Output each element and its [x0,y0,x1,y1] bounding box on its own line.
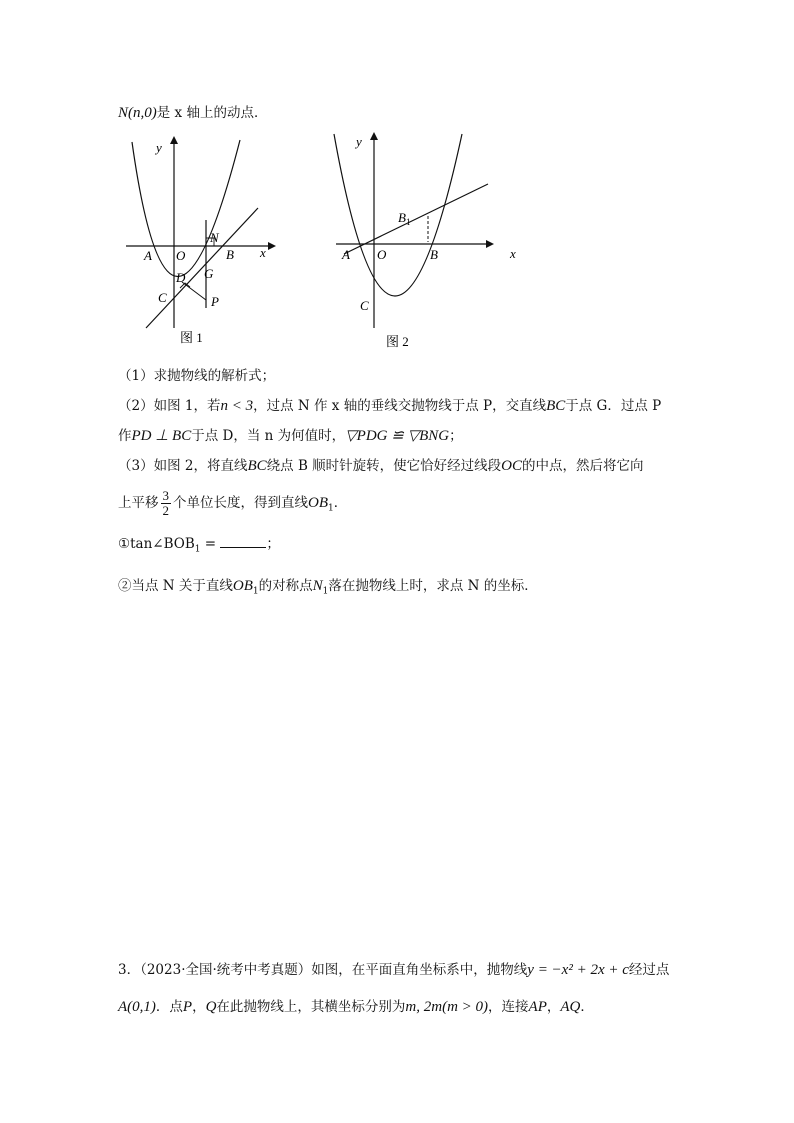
p3-sep: ， [192,999,206,1015]
sub2-line-ob1: OB [232,578,253,594]
fig2-label-a: A [342,247,350,262]
fig1-y-arrow [170,136,178,144]
sub2-point-n1: N [312,578,323,594]
sub1-tan: ①tan∠BOB [118,536,195,552]
fig1-label-a: A [144,248,152,263]
q2-condition: n < 3 [220,398,254,414]
p3-equation: y = −x² + 2x + c [527,962,629,978]
sub1-equals: = [200,536,221,552]
sub2-ob1-subscript: 1 [252,586,259,597]
figure-1 [118,132,286,348]
sub2-n1-subscript: 1 [322,586,329,597]
fig2-label-y: y [356,134,362,149]
q2-text-a: （2）如图 1，若 [118,398,221,414]
q3-text-a: （3）如图 2，将直线 [118,458,248,474]
fig2-label-c: C [360,298,369,313]
q3-text-f: ． [333,495,348,511]
p3-segment-ap: AP [528,999,547,1015]
q2-perpendicular: PD ⊥ BC [131,428,192,444]
p3-text-e: ，连接 [488,999,529,1015]
fig1-x-arrow [268,242,276,250]
fig1-label-b: B [226,247,234,262]
q3-text-d: 上平移 [118,495,159,511]
q2-text-f: ； [449,428,463,444]
sub1-subscript: 1 [194,544,201,555]
p3-text-f: ． [580,999,594,1015]
answer-blank[interactable] [220,535,266,548]
fig2-y-arrow [370,132,378,140]
fig2-caption: 图 2 [386,334,409,349]
fig1-caption: 图 1 [180,330,203,345]
sub2-text-b: 的对称点 [258,578,313,594]
sub2-text-c: 落在抛物线上时，求点 N 的坐标． [328,578,538,594]
p3-point-q: Q [205,999,217,1015]
p3-text-b: 经过点 [628,962,670,978]
sub2-text-a: ②当点 N 关于直线 [118,578,233,594]
fig2-label-b1: $B_1$ [398,210,411,227]
p3-m-values: m, 2m(m > 0) [405,999,489,1015]
q2-text-b: ，过点 N 作 x 轴的垂线交抛物线于点 P，交直线 [253,398,547,414]
question-3-line-1 [118,456,644,476]
fig1-label-y: y [156,140,162,155]
intro-text: 是 x 轴上的动点． [156,105,268,121]
p3-text-c: ．点 [155,999,183,1015]
q3-line-ob1: OB [308,495,328,511]
q3-text-b: 绕点 B 顺时针旋转，使它恰好经过线段 [266,458,502,474]
problem-3-line-1 [118,960,669,980]
q3-segment-oc: OC [501,458,523,474]
fraction-three-halves [161,489,172,518]
p3-segment-aq: AQ [560,999,581,1015]
fig1-label-x: x [260,245,266,260]
fig1-label-p: P [211,294,219,309]
fig1-label-d: D [176,270,186,285]
fig2-label-x: x [510,246,516,261]
p3-sep-2: ， [546,999,561,1015]
q1-text: （1）求抛物线的解析式； [118,368,276,384]
question-3-line-2 [118,488,347,524]
fig1-label-g: G [204,266,214,281]
fig1-label-c: C [158,290,167,305]
fraction-numerator: 3 [162,488,169,503]
fig1-segment-pd [182,282,206,300]
sub1-end: ； [266,536,280,552]
q3-text-c: 的中点，然后将它向 [522,458,644,474]
p3-point-a: A(0,1) [118,999,156,1015]
point-n: N(n,0) [118,105,157,121]
p3-text-a: 3．（2023·全国·统考中考真题）如图，在平面直角坐标系中，抛物线 [118,962,528,978]
sub-question-2 [118,576,538,602]
fig1-label-o: O [176,248,186,263]
question-1 [118,366,275,386]
intro-line [118,103,267,123]
q2-congruence: ▽PDG ≌ ▽BNG [345,428,450,444]
q3-line-bc: BC [247,458,267,474]
fig1-line-bc [146,208,258,328]
question-2-line-1 [118,396,661,416]
fig1-label-n: N [210,230,219,245]
p3-text-d: 在此抛物线上，其横坐标分别为 [216,999,406,1015]
fraction-denominator: 2 [162,503,169,518]
problem-3-line-2 [118,997,594,1017]
q2-text-c: 于点 G．过点 P [565,398,662,414]
sub-question-1 [118,534,280,560]
question-2-line-2 [118,426,463,446]
q3-ob1-subscript: 1 [328,503,334,514]
fig2-label-o: O [377,247,387,262]
q2-line-bc: BC [546,398,566,414]
figure-2 [330,128,530,354]
q3-text-e: 个单位长度，得到直线 [173,495,308,511]
fig2-label-b: B [430,247,438,262]
fig2-x-arrow [486,240,494,248]
q2-text-e: 于点 D，当 n 为何值时， [191,428,346,444]
p3-point-p: P [182,999,193,1015]
q2-text-d: 作 [118,428,132,444]
